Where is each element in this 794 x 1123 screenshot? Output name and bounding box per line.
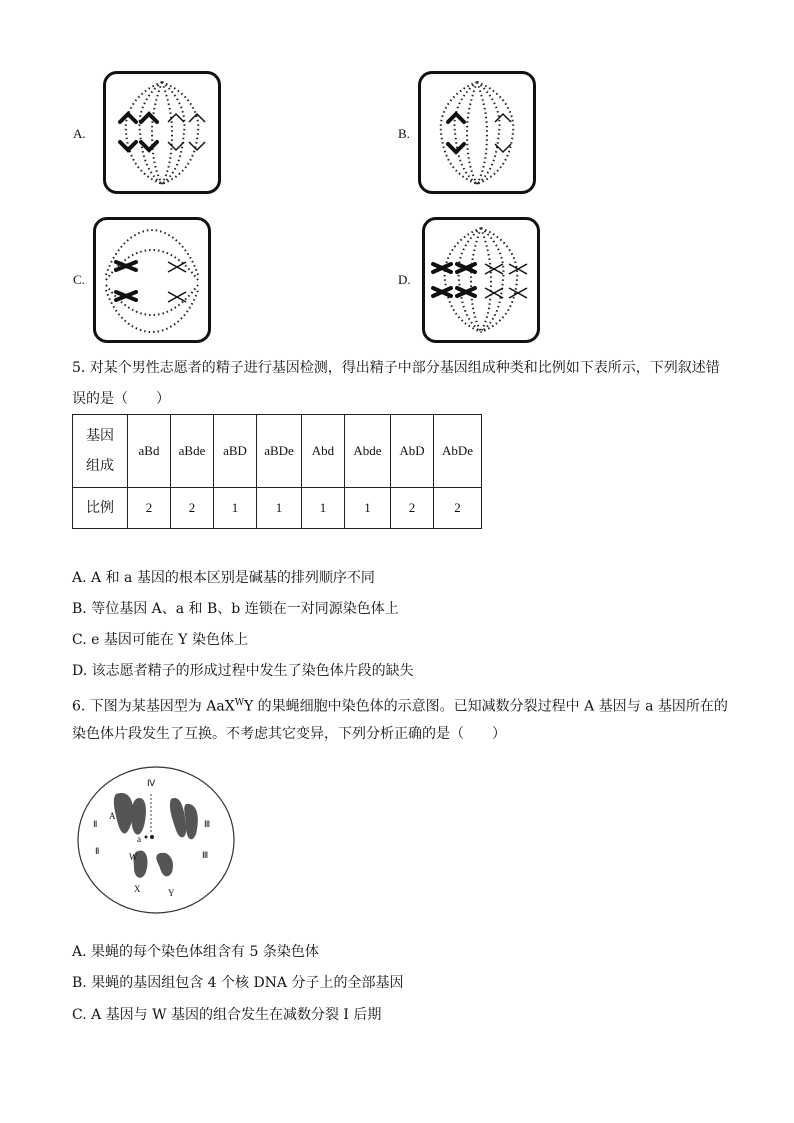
table-row-label: 比例 — [73, 488, 128, 529]
q6-stem-line1 — [72, 692, 728, 718]
label-iv: Ⅳ — [147, 778, 156, 788]
spindle-chromosome-diagram-c — [96, 220, 208, 340]
q5-stem-line1: 5. 对某个男性志愿者的精子进行基因检测，得出精子中部分基因组成种类和比例如下表所示，下列叙述错 — [72, 360, 720, 376]
ratio-cell: 2 — [128, 488, 171, 529]
genotype-cell: AbD — [391, 415, 434, 488]
option-letter: D. — [398, 272, 411, 287]
option-letter: C. — [73, 272, 85, 287]
q6-stem-superscript: W — [234, 698, 244, 708]
header-label-top: 基因 — [86, 428, 114, 444]
q6-option-c: C. A 基因与 W 基因的组合发生在减数分裂 Ⅰ 后期 — [72, 1007, 382, 1023]
ratio-cell: 1 — [214, 488, 257, 529]
table-header-cell — [73, 415, 128, 488]
spindle-chromosome-diagram-a — [106, 74, 218, 191]
genotype-ratio-table — [72, 414, 482, 529]
cell-figure-c — [93, 217, 211, 343]
ratio-cell: 2 — [434, 488, 482, 529]
spindle-chromosome-diagram-d — [425, 220, 537, 340]
q6-stem-part2: Y 的果蝇细胞中染色体的示意图。已知减数分裂过程中 A 基因与 a 基因所在的 — [243, 698, 728, 715]
ratio-cell: 2 — [391, 488, 434, 529]
option-letter: B. — [398, 126, 410, 141]
genotype-cell: Abde — [345, 415, 391, 488]
genotype-cell: aBde — [171, 415, 214, 488]
label-chromosome-x: X — [134, 884, 141, 894]
label-iii-top: Ⅲ — [204, 819, 211, 829]
genotype-cell: aBD — [214, 415, 257, 488]
spindle-chromosome-diagram-b — [421, 74, 533, 191]
label-chromosome-y: Y — [168, 888, 175, 898]
label-gene-w: W — [129, 852, 138, 862]
q5-option-c: C. e 基因可能在 Y 染色体上 — [72, 632, 248, 648]
genotype-cell: AbDe — [434, 415, 482, 488]
ratio-cell: 2 — [171, 488, 214, 529]
genotype-cell: Abd — [302, 415, 345, 488]
q5-option-b: B. 等位基因 A、a 和 B、b 连锁在一对同源染色体上 — [72, 601, 399, 617]
fruit-fly-chromosome-figure — [76, 764, 236, 916]
genotype-cell: aBd — [128, 415, 171, 488]
q6-option-b: B. 果蝇的基因组包含 4 个核 DNA 分子上的全部基因 — [72, 975, 404, 991]
q6-stem-part1: 6. 下图为某基因型为 AaX — [72, 698, 235, 715]
label-ii-top: Ⅱ — [93, 819, 98, 829]
label-gene-a-upper: A — [109, 811, 116, 821]
cell-circle-diagram — [76, 764, 236, 916]
q6-stem-line2: 染色体片段发生了互换。不考虑其它变异，下列分析正确的是（ ） — [72, 726, 506, 742]
label-ii-bottom: Ⅱ — [95, 846, 100, 856]
cell-figure-a — [103, 71, 221, 194]
ratio-cell: 1 — [345, 488, 391, 529]
cell-figure-b — [418, 71, 536, 194]
option-letter: A. — [73, 126, 86, 141]
cell-figure-d — [422, 217, 540, 343]
table-row — [73, 488, 482, 529]
header-label-bottom: 组成 — [86, 458, 114, 474]
ratio-cell: 1 — [257, 488, 302, 529]
q5-stem-line2: 误的是（ ） — [72, 391, 170, 407]
label-iii-bottom: Ⅲ — [202, 850, 209, 860]
q5-option-d: D. 该志愿者精子的形成过程中发生了染色体片段的缺失 — [72, 663, 414, 679]
genotype-cell: aBDe — [257, 415, 302, 488]
q6-option-a: A. 果蝇的每个染色体组含有 5 条染色体 — [72, 944, 319, 960]
ratio-cell: 1 — [302, 488, 345, 529]
label-gene-a-lower: a — [137, 834, 141, 844]
table-row — [73, 415, 482, 488]
q5-option-a: A. A 和 a 基因的根本区别是碱基的排列顺序不同 — [72, 570, 375, 586]
